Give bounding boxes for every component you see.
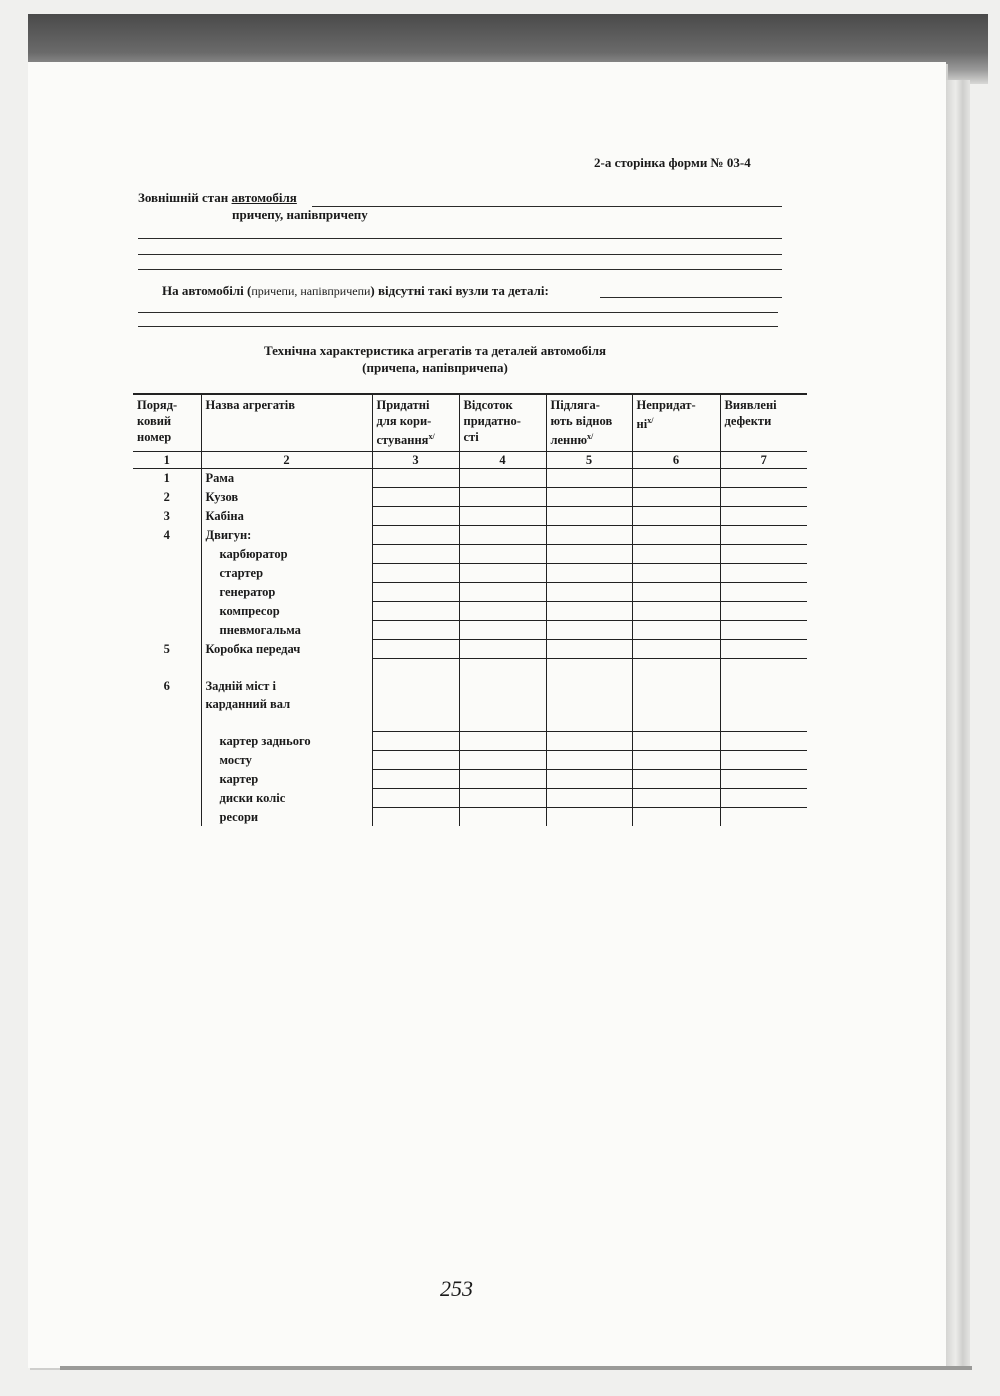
column-number: 4 — [459, 452, 546, 469]
column-number: 7 — [720, 452, 807, 469]
table-cell — [546, 545, 632, 564]
table-cell — [459, 507, 546, 526]
form-reference: 2-а сторінка форми № 03-4 — [594, 155, 751, 170]
table-cell — [546, 564, 632, 583]
components-table — [133, 393, 807, 826]
table-cell — [720, 621, 807, 640]
fill-line — [138, 326, 778, 327]
table-cell — [546, 770, 632, 789]
table-cell — [372, 545, 459, 564]
table-cell — [720, 770, 807, 789]
table-cell — [372, 659, 459, 678]
table-cell — [372, 677, 459, 695]
table-cell — [459, 789, 546, 808]
table-cell — [632, 545, 720, 564]
footnote-mark: x/ — [647, 416, 654, 425]
table-cell — [632, 732, 720, 751]
table-cell — [372, 583, 459, 602]
table-cell — [632, 751, 720, 770]
table-cell — [720, 469, 807, 488]
table-cell — [632, 488, 720, 507]
table-cell — [372, 564, 459, 583]
component-name: ресори — [201, 808, 372, 827]
table-cell — [372, 621, 459, 640]
table-cell — [720, 713, 807, 732]
column-header — [632, 394, 720, 452]
row-number — [133, 713, 201, 732]
component-name: диски коліс — [201, 789, 372, 808]
fill-line — [312, 206, 782, 207]
table-cell — [720, 583, 807, 602]
table-cell — [372, 732, 459, 751]
table-cell — [632, 621, 720, 640]
table-row — [133, 526, 807, 545]
table-title — [200, 342, 670, 376]
missing-parts-label — [162, 283, 549, 299]
table-cell — [546, 469, 632, 488]
page-number: 253 — [440, 1276, 473, 1301]
table-cell — [632, 469, 720, 488]
column-header-line: Непридат- — [636, 398, 696, 412]
column-number: 1 — [133, 452, 201, 469]
table-cell — [546, 659, 632, 678]
table-row — [133, 659, 807, 678]
row-number — [133, 789, 201, 808]
table-cell — [459, 602, 546, 621]
table-cell — [632, 507, 720, 526]
table-row — [133, 732, 807, 751]
table-cell — [372, 488, 459, 507]
table-cell — [372, 789, 459, 808]
table-cell — [546, 751, 632, 770]
row-number: 5 — [163, 641, 170, 656]
table-cell — [372, 469, 459, 488]
fill-line — [138, 254, 782, 255]
fill-line — [138, 238, 782, 239]
table-cell — [372, 770, 459, 789]
column-header — [546, 394, 632, 452]
column-number: 5 — [546, 452, 632, 469]
table-cell — [632, 713, 720, 732]
page-edge — [946, 80, 970, 1370]
component-name: стартер — [201, 564, 372, 583]
table-row — [133, 751, 807, 770]
column-header-line: для кори- — [376, 414, 432, 428]
table-row — [133, 488, 807, 507]
table-cell — [546, 507, 632, 526]
table-cell — [372, 602, 459, 621]
component-name: мосту — [201, 751, 372, 770]
row-number: 3 — [163, 508, 170, 523]
table-cell — [720, 659, 807, 678]
table-cell — [372, 713, 459, 732]
table-cell — [720, 695, 807, 713]
column-header — [720, 394, 807, 452]
column-header-line: Підляга- — [550, 398, 600, 412]
exterior-condition-label — [138, 190, 297, 206]
component-name — [201, 659, 372, 678]
row-number: 4 — [163, 527, 170, 542]
table-cell — [720, 732, 807, 751]
row-number — [133, 732, 201, 751]
column-header-line: номер — [137, 430, 172, 444]
table-cell — [720, 808, 807, 827]
column-header-line: ють віднов — [550, 414, 613, 428]
column-header-line: ленню — [550, 433, 588, 448]
table-cell — [459, 659, 546, 678]
component-name: Кузов — [201, 488, 372, 507]
exterior-label-underlined: автомобіля — [231, 190, 297, 205]
component-name: компресор — [201, 602, 372, 621]
table-cell — [372, 695, 459, 713]
component-name: картер — [201, 770, 372, 789]
table-cell — [459, 713, 546, 732]
table-cell — [720, 488, 807, 507]
column-header-line: Виявлені — [724, 398, 777, 412]
column-number-row — [133, 452, 807, 469]
row-number — [133, 751, 201, 770]
table-cell — [632, 770, 720, 789]
table-cell — [546, 789, 632, 808]
table-cell — [372, 640, 459, 659]
table-cell — [459, 732, 546, 751]
exterior-condition-sub: причепу, напівпричепу — [232, 207, 368, 222]
missing-small: причепи, напівпричепи — [251, 284, 371, 298]
component-name: Двигун: — [201, 526, 372, 545]
table-cell — [372, 507, 459, 526]
table-cell — [459, 564, 546, 583]
table-row — [133, 770, 807, 789]
table-row — [133, 713, 807, 732]
footnote-mark: x/ — [428, 432, 435, 441]
table-cell — [632, 583, 720, 602]
table-cell — [632, 602, 720, 621]
table-cell — [459, 808, 546, 827]
row-number — [133, 583, 201, 602]
component-name: карданний вал — [201, 695, 372, 713]
table-cell — [459, 695, 546, 713]
table-row — [133, 695, 807, 713]
row-number — [133, 564, 201, 583]
table-cell — [459, 583, 546, 602]
row-number — [133, 621, 201, 640]
fill-line — [600, 297, 782, 298]
fill-line — [138, 269, 782, 270]
component-name: Коробка передач — [201, 640, 372, 659]
table-title-line2: (причепа, напівпричепа) — [362, 360, 508, 375]
table-cell — [546, 677, 632, 695]
table-cell — [632, 789, 720, 808]
component-name: генератор — [201, 583, 372, 602]
column-number: 3 — [372, 452, 459, 469]
table-row — [133, 602, 807, 621]
table-cell — [720, 602, 807, 621]
row-number — [133, 602, 201, 621]
column-header-line: Придатні — [376, 398, 430, 412]
table-cell — [546, 808, 632, 827]
component-name: пневмогальма — [201, 621, 372, 640]
table-cell — [546, 640, 632, 659]
footnote-mark: x/ — [587, 432, 594, 441]
table-cell — [720, 789, 807, 808]
row-number — [133, 659, 201, 678]
table-cell — [459, 526, 546, 545]
component-name: карбюратор — [201, 545, 372, 564]
table-header-row — [133, 394, 807, 452]
table-cell — [372, 526, 459, 545]
table-cell — [632, 695, 720, 713]
column-header-line: ковий — [137, 414, 172, 428]
table-title-line1: Технічна характеристика агрегатів та деталей автомобіля — [263, 343, 607, 358]
column-header-line: ні — [636, 417, 648, 432]
table-cell — [720, 545, 807, 564]
table-cell — [459, 488, 546, 507]
table-row — [133, 469, 807, 488]
column-header — [133, 394, 201, 452]
exterior-label-text: Зовнішній стан — [138, 190, 229, 205]
table-row — [133, 640, 807, 659]
row-number — [133, 808, 201, 827]
missing-post: ) відсутні такі вузли та деталі: — [370, 283, 549, 298]
column-header-line: дефекти — [724, 414, 772, 428]
table-cell — [720, 751, 807, 770]
table-row — [133, 677, 807, 695]
table-cell — [546, 602, 632, 621]
table-row — [133, 545, 807, 564]
column-header — [459, 394, 546, 452]
table-cell — [720, 677, 807, 695]
missing-pre: На автомобілі ( — [162, 283, 252, 298]
row-number — [133, 695, 201, 713]
row-number — [133, 545, 201, 564]
table-cell — [546, 695, 632, 713]
table-row — [133, 621, 807, 640]
column-number: 2 — [201, 452, 372, 469]
table-body — [133, 469, 807, 827]
table-cell — [632, 640, 720, 659]
table-cell — [632, 677, 720, 695]
table-cell — [720, 507, 807, 526]
table-cell — [632, 526, 720, 545]
row-number: 6 — [163, 679, 170, 693]
column-header-line: сті — [463, 430, 479, 444]
column-header-line: Відсоток — [463, 398, 513, 412]
row-number: 2 — [163, 489, 170, 504]
component-name — [201, 713, 372, 732]
table-row — [133, 789, 807, 808]
column-header-line: Поряд- — [137, 398, 178, 412]
table-cell — [720, 640, 807, 659]
table-cell — [372, 808, 459, 827]
row-number: 1 — [163, 471, 170, 485]
column-header — [201, 394, 372, 452]
table-cell — [372, 751, 459, 770]
column-header-line: придатно- — [463, 414, 521, 428]
table-cell — [546, 621, 632, 640]
column-header-line: стування — [376, 433, 429, 448]
table-cell — [546, 488, 632, 507]
table-cell — [546, 583, 632, 602]
component-name: Задній міст і — [201, 677, 372, 695]
table-cell — [459, 640, 546, 659]
column-header-line: Назва агрегатів — [205, 398, 296, 412]
table-cell — [546, 713, 632, 732]
fill-line — [138, 312, 778, 313]
table-cell — [720, 564, 807, 583]
table-row — [133, 808, 807, 827]
table-cell — [459, 469, 546, 488]
component-name: Кабіна — [201, 507, 372, 526]
column-number: 6 — [632, 452, 720, 469]
table-row — [133, 583, 807, 602]
table-row — [133, 507, 807, 526]
table-cell — [459, 545, 546, 564]
component-name: картер заднього — [201, 732, 372, 751]
table-cell — [632, 659, 720, 678]
table-cell — [459, 751, 546, 770]
table-cell — [546, 732, 632, 751]
component-name: Рама — [201, 469, 372, 488]
column-header — [372, 394, 459, 452]
table-cell — [459, 621, 546, 640]
table-cell — [632, 564, 720, 583]
table-cell — [632, 808, 720, 827]
table-cell — [459, 770, 546, 789]
table-cell — [546, 526, 632, 545]
row-number — [133, 770, 201, 789]
page-bottom-edge — [60, 1366, 972, 1370]
table-cell — [720, 526, 807, 545]
table-row — [133, 564, 807, 583]
table-cell — [459, 677, 546, 695]
